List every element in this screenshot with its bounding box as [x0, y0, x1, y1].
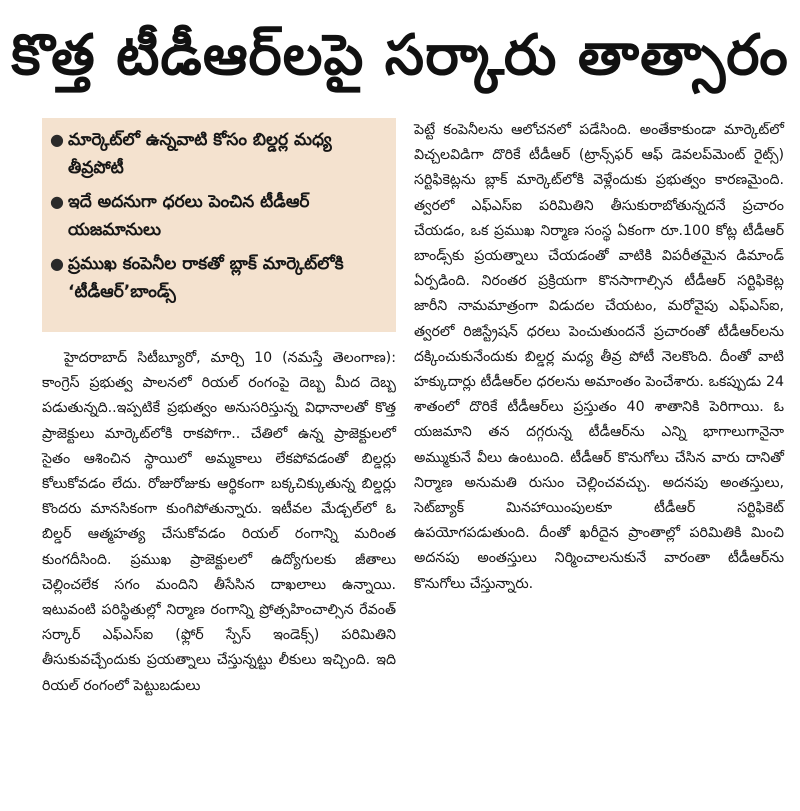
highlights-box [42, 118, 396, 332]
bullet-icon: ● [50, 130, 64, 149]
highlight-text: ఇదే అదనుగా ధరలు పెంచిన టీడీఆర్ యజమానులు [68, 192, 310, 240]
right-column [414, 118, 784, 597]
article-body-left [42, 346, 396, 699]
left-column [42, 118, 396, 699]
highlight-item [50, 126, 386, 182]
article-body-right: పెట్టే కంపెనీలను ఆలోచనలో పడేసింది. అంతేకాకుండా మార్కెట్‌లో విచ్చలవిడిగా దొరికే టీడీఆర్ (ట్రాన్స్‌ఫర్ ఆఫ్ డెవలప్‌మెంట్ రైట్స్) సర్టిఫికెట్లను బ్లాక్ మార్కెట్‌లోకి వెళ్లేందుకు ప్రభుత్వం కారణమైంది. త్వరలో ఎఫ్ఎస్ఐ పరిమితిని తీసుకురాబోతున్నదనే ప్రచారం చేయడం, ఒక ప్రముఖ నిర్మాణ సంస్థ ఏకంగా రూ.100 కోట్ల టీడీఆర్ బాండ్స్‌కు ప్రయత్నాలు చేయడంతో వాటికి విపరీతమైన డిమాండ్ ఏర్పడింది. నిరంతర ప్రక్రియగా కొనసాగాల్సిన టీడీఆర్ సర్టిఫికెట్ల జారీని నామమాత్రంగా విడుదల చేయటం, మరోవైపు ఎఫ్ఎస్ఐ, త్వరలో రిజిస్ట్రేషన్ ధరలు పెంచుతుందనే ప్రచారంతో టీడీఆర్‌లను దక్కించుకునేందుకు బిల్డర్ల మధ్య తీవ్ర పోటీ నెలకొంది. దీంతో వాటి హక్కుదార్లు టీడీఆర్‌ల ధరలను అమాంతం పెంచేశారు. ఒకప్పుడు 24 శాతంలో దొరికే టీడీఆర్‌లు ప్రస్తుతం 40 శాతానికి పెరిగాయి. ఓ యజమాని తన దగ్గరున్న టీడీఆర్‌ను ఎన్ని భాగాలుగానైనా అమ్ముకునే వీలు ఉంటుంది. టీడీఆర్ కొనుగోలు చేసిన వారు దానితో నిర్మాణ అనుమతి రుసుం చెల్లించవచ్చు. అదనపు అంతస్తులు, సెట్‌బ్యాక్ మినహాయింపులకూ టీడీఆర్ సర్టిఫికెట్ ఉపయోగపడుతుంది. దీంతో ఖరీదైన ప్రాంతాల్లో పరిమితికి మించి అదనపు అంతస్తులు నిర్మించాలనుకునే వారంతా టీడీఆర్‌ను కొనుగోలు చేస్తున్నారు. [414, 122, 784, 592]
body-text-left: కాంగ్రెస్ ప్రభుత్వ పాలనలో రియల్ రంగంపై దెబ్బ మీద దెబ్బ పడుతున్నది..ఇప్పటికే ప్రభుత్వం అనుసరిస్తున్న విధానాలతో కొత్త ప్రాజెక్టులు మార్కెట్‌లోకి రాకపోగా.. చేతిలో ఉన్న ప్రాజెక్టులలో సైతం ఆశించిన స్థాయిలో అమ్మకాలు లేకపోవడంతో బిల్డర్లు కోలుకోవడం లేదు. రోజురోజుకు ఆర్థికంగా బక్కచిక్కుతున్న బిల్డర్లు కొందరు మానసికంగా కుంగిపోతున్నారు. ఇటీవల మేడ్చల్‌లో ఓ బిల్డర్ ఆత్మహత్య చేసుకోవడం రియల్ రంగాన్ని మరింత కుంగదీసింది. ప్రముఖ ప్రాజెక్టులలో ఉద్యోగులకు జీతాలు చెల్లించలేక సగం మందిని తీసేసిన దాఖలాలు ఉన్నాయి. ఇటువంటి పరిస్థితుల్లో నిర్మాణ రంగాన్ని ప్రోత్సహించాల్సిన రేవంత్ సర్కార్ ఎఫ్ఎస్ఐ (ఫ్లోర్ స్పేస్ ఇండెక్స్) పరిమితిని తీసుకువచ్చేందుకు ప్రయత్నాలు చేస్తున్నట్టు లీకులు ఇచ్చింది. ఇది రియల్ రంగంలో పెట్టుబడులు [42, 375, 396, 694]
bullet-icon: ● [50, 254, 64, 273]
highlight-text: ప్రముఖ కంపెనీల రాకతో బ్లాక్ మార్కెట్‌లోకి ‘టీడీఆర్’బాండ్స్ [68, 254, 344, 302]
bullet-icon: ● [50, 192, 64, 211]
highlight-text: మార్కెట్‌లో ఉన్నవాటి కోసం బిల్డర్ల మధ్య తీవ్రపోటీ [68, 130, 332, 178]
dateline: హైదరాబాద్ సిటీబ్యూరో, మార్చి 10 (నమస్తే తెలంగాణ): [64, 350, 396, 366]
highlight-item [50, 250, 386, 306]
highlight-item [50, 188, 386, 244]
headline: కొత్త టీడీఆర్‌లపై సర్కారు తాత్సారం [11, 23, 789, 88]
